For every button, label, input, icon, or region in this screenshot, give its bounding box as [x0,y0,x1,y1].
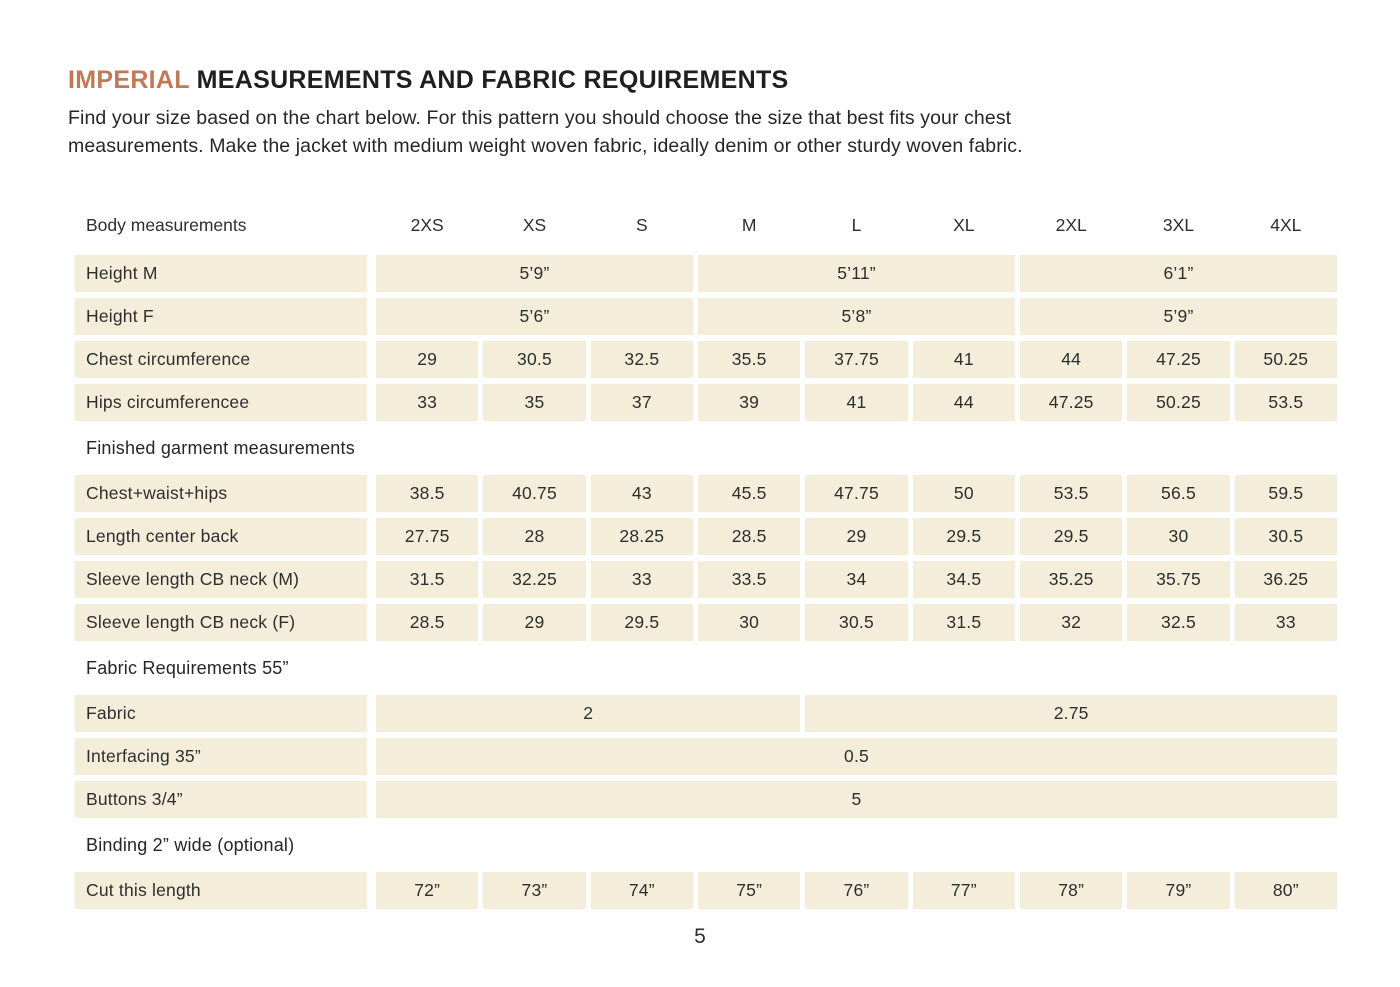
measurement-cell: 5 [376,781,1337,818]
table-row-hips-circumference [75,384,1337,421]
measurement-cell: 28.5 [376,604,478,641]
measurement-cell: 29.5 [591,604,693,641]
column-header-l: L [851,214,862,235]
title-accent: IMPERIAL [68,66,190,94]
row-label: Cut this length [75,872,367,909]
measurement-cell: 56.5 [1127,475,1229,512]
measurement-cell: 2.75 [805,695,1337,732]
measurement-cell: 34.5 [913,561,1015,598]
measurement-cell: 47.25 [1127,341,1229,378]
measurement-cell: 40.75 [483,475,585,512]
measurement-cell: 77” [913,872,1015,909]
measurement-cell: 41 [805,384,907,421]
section-header-fabric-requirements: Fabric Requirements 55” [86,657,289,678]
measurement-cell: 29 [805,518,907,555]
section-header-finished-garment: Finished garment measurements [86,437,355,458]
measurement-cell: 5’9” [376,255,693,292]
column-header-body-measurements: Body measurements [86,214,247,235]
table-header-row [75,208,1337,242]
measurement-cell: 29.5 [1020,518,1122,555]
measurement-cell: 44 [1020,341,1122,378]
measurement-cell: 32.5 [1127,604,1229,641]
row-label: Hips circumferencee [75,384,367,421]
table-row-chest-waist-hips [75,475,1337,512]
measurement-cell: 29 [376,341,478,378]
row-label: Chest circumference [75,341,367,378]
measurement-cell: 53.5 [1235,384,1337,421]
measurement-cell: 30.5 [805,604,907,641]
table-row-height-m [75,255,1337,292]
measurement-cell: 0.5 [376,738,1337,775]
measurement-cell: 73” [483,872,585,909]
measurement-cell: 35 [483,384,585,421]
measurement-cell: 80” [1235,872,1337,909]
section-header-binding: Binding 2” wide (optional) [86,834,295,855]
row-label: Height F [75,298,367,335]
page-number: 5 [694,925,706,948]
column-header-m: M [741,214,757,235]
row-label: Buttons 3/4” [75,781,367,818]
measurement-cell: 78” [1020,872,1122,909]
column-header-2xs: 2XS [410,214,444,235]
measurement-cell: 2 [376,695,800,732]
measurement-cell: 29.5 [913,518,1015,555]
measurement-cell: 30.5 [1235,518,1337,555]
measurement-cell: 79” [1127,872,1229,909]
measurement-cell: 5’9” [1020,298,1337,335]
table-row-buttons [75,781,1337,818]
measurement-cell: 28.5 [698,518,800,555]
measurement-cell: 35.25 [1020,561,1122,598]
measurement-cell: 28.25 [591,518,693,555]
table-row-length-center-back [75,518,1337,555]
measurement-cell: 76” [805,872,907,909]
measurement-cell: 47.75 [805,475,907,512]
measurement-cell: 33 [591,561,693,598]
measurement-cell: 31.5 [376,561,478,598]
measurement-cell: 75” [698,872,800,909]
page-title [68,66,1332,95]
measurement-cell: 5’8” [698,298,1015,335]
measurement-cell: 47.25 [1020,384,1122,421]
measurement-cell: 29 [483,604,585,641]
measurement-cell: 37 [591,384,693,421]
row-label: Interfacing 35” [75,738,367,775]
measurement-cell: 27.75 [376,518,478,555]
measurement-cell: 36.25 [1235,561,1337,598]
size-chart-table [75,208,1337,909]
table-row-cut-this-length [75,872,1337,909]
measurement-cell: 43 [591,475,693,512]
measurement-cell: 72” [376,872,478,909]
measurement-cell: 30.5 [483,341,585,378]
column-header-2xl: 2XL [1055,214,1087,235]
measurement-cell: 33.5 [698,561,800,598]
intro-paragraph [68,104,1332,160]
measurement-cell: 74” [591,872,693,909]
intro-line-2: measurements. Make the jacket with medium weight woven fabric, ideally denim or other sturdy woven fabric. [68,135,1023,157]
row-label: Sleeve length CB neck (F) [75,604,367,641]
measurement-cell: 44 [913,384,1015,421]
measurement-cell: 6’1” [1020,255,1337,292]
table-row-height-f [75,298,1337,335]
measurement-cell: 37.75 [805,341,907,378]
measurement-cell: 50.25 [1127,384,1229,421]
intro-line-1: Find your size based on the chart below. For this pattern you should choose the size that best fits your chest [68,107,1012,129]
column-header-3xl: 3XL [1162,214,1195,235]
title-rest: MEASUREMENTS AND FABRIC REQUIREMENTS [189,66,789,94]
row-label: Sleeve length CB neck (M) [75,561,367,598]
measurement-cell: 33 [376,384,478,421]
row-label: Chest+waist+hips [75,475,367,512]
table-row-interfacing [75,738,1337,775]
measurement-cell: 34 [805,561,907,598]
measurement-cell: 59.5 [1235,475,1337,512]
measurement-cell: 30 [1127,518,1229,555]
row-label: Length center back [75,518,367,555]
measurement-cell: 41 [913,341,1015,378]
column-header-s: S [635,214,648,235]
measurement-cell: 35.75 [1127,561,1229,598]
measurement-cell: 39 [698,384,800,421]
table-row-chest-circumference [75,341,1337,378]
measurement-cell: 38.5 [376,475,478,512]
measurement-cell: 50 [913,475,1015,512]
measurement-cell: 30 [698,604,800,641]
column-header-xs: XS [522,214,547,235]
row-label: Height M [75,255,367,292]
measurement-cell: 53.5 [1020,475,1122,512]
measurement-cell: 45.5 [698,475,800,512]
measurement-cell: 50.25 [1235,341,1337,378]
measurement-cell: 32.25 [483,561,585,598]
measurement-cell: 5’11” [698,255,1015,292]
table-row-sleeve-length-m [75,561,1337,598]
measurement-cell: 31.5 [913,604,1015,641]
row-label: Fabric [75,695,367,732]
table-row-fabric [75,695,1337,732]
column-header-4xl: 4XL [1270,214,1302,235]
measurement-cell: 28 [483,518,585,555]
measurement-cell: 32.5 [591,341,693,378]
measurement-cell: 33 [1235,604,1337,641]
measurement-cell: 5’6” [376,298,693,335]
measurement-cell: 32 [1020,604,1122,641]
table-row-sleeve-length-f [75,604,1337,641]
measurement-cell: 35.5 [698,341,800,378]
column-header-xl: XL [953,214,975,235]
